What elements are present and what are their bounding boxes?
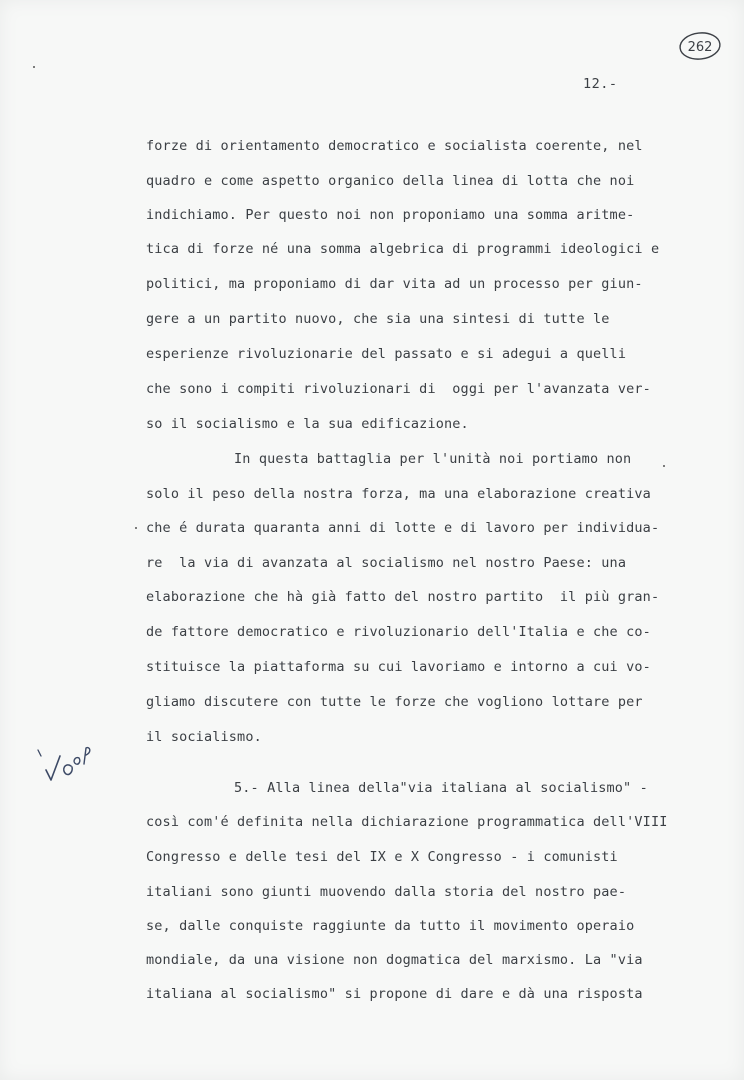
text-line: In questa battaglia per l'unità noi portiamo non [234, 451, 632, 467]
handwritten-initials-icon [34, 744, 94, 794]
text-line: se, dalle conquiste raggiunte da tutto il movimento operaio [146, 918, 635, 934]
paper-speck [663, 465, 665, 467]
text-line: de fattore democratico e rivoluzionario dell'Italia e che co- [146, 624, 651, 640]
text-line: che é durata quaranta anni di lotte e di lavoro per individua- [146, 520, 660, 536]
text-line: esperienze rivoluzionarie del passato e si adegui a quelli [146, 346, 627, 362]
text-line: tica di forze né una somma algebrica di programmi ideologici e [146, 241, 660, 257]
stamp-number: 262 [687, 40, 713, 55]
text-line: così com'é definita nella dichiarazione programmatica dell'VIII [146, 814, 668, 830]
text-line: so il socialismo e la sua edificazione. [146, 416, 469, 432]
text-line: 5.- Alla linea della"via italiana al socialismo" - [234, 780, 648, 796]
handwritten-margin-note [34, 744, 94, 794]
text-line: politici, ma proponiamo di dar vita ad un processo per giun- [146, 276, 643, 292]
text-line: elaborazione che hà già fatto del nostro partito il più gran- [146, 589, 660, 605]
text-line: che sono i compiti rivoluzionari di oggi per l'avanzata ver- [146, 381, 651, 397]
archive-stamp [678, 30, 722, 62]
text-line: Congresso e delle tesi del IX e X Congresso - i comunisti [146, 849, 618, 865]
text-line: quadro e come aspetto organico della linea di lotta che noi [146, 173, 635, 189]
text-line: stituisce la piattaforma su cui lavoriamo e intorno a cui vo- [146, 659, 651, 675]
page-number: 12.- [583, 76, 618, 92]
text-line: gliamo discutere con tutte le forze che vogliono lottare per [146, 694, 643, 710]
text-line: italiani sono giunti muovendo dalla storia del nostro pae- [146, 884, 627, 900]
paper-speck [33, 66, 35, 68]
text-line: italiana al socialismo" si propone di dare e dà una risposta [146, 986, 643, 1002]
text-line: il socialismo. [146, 729, 262, 745]
text-line: gere a un partito nuovo, che sia una sintesi di tutte le [146, 311, 610, 327]
text-line: mondiale, da una visione non dogmatica del marxismo. La "via [146, 952, 643, 968]
stamp-circle-icon [678, 30, 722, 62]
text-line: solo il peso della nostra forza, ma una elaborazione creativa [146, 486, 651, 502]
paper-speck [135, 527, 137, 529]
text-line: indichiamo. Per questo noi non proponiamo una somma aritme- [146, 207, 635, 223]
text-line: forze di orientamento democratico e socialista coerente, nel [146, 138, 643, 154]
text-line: re la via di avanzata al socialismo nel nostro Paese: una [146, 555, 627, 571]
